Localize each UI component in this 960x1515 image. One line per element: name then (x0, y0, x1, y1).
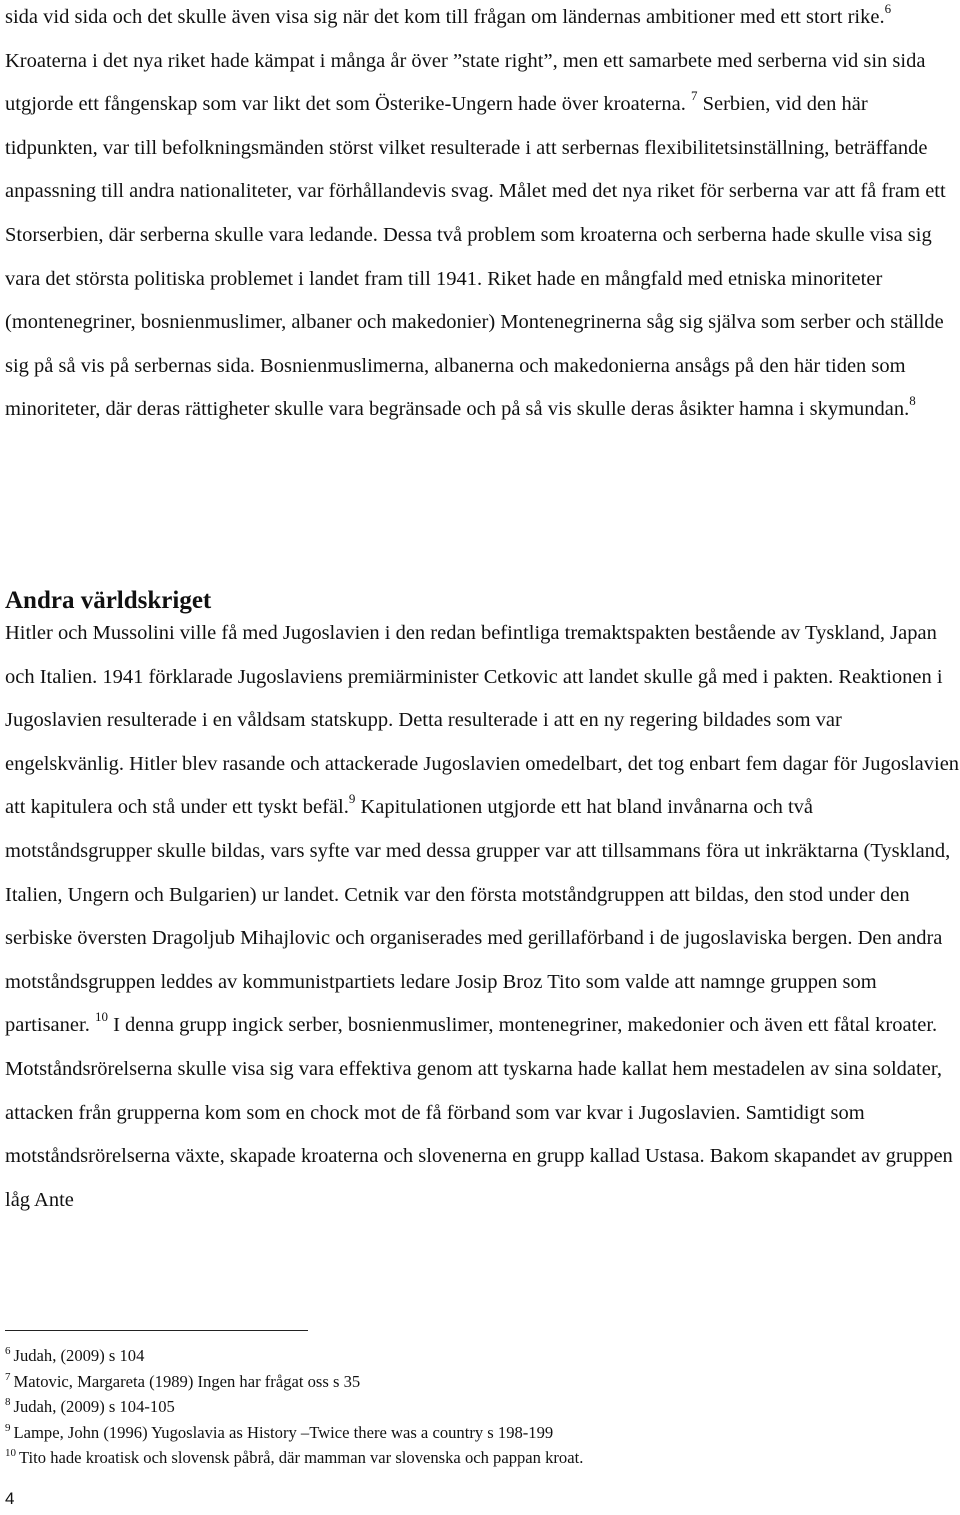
body-paragraph-2 (5, 612, 960, 1222)
footnote-number: 9 (5, 1421, 11, 1434)
footnote-separator (5, 1330, 308, 1331)
paragraph-text-run: Kroaterna i det nya riket hade kämpat i många år över ”state right”, men ett samarbete med serberna vid sin sida utgjorde ett fångenskap som var likt det som Österike-Ungern hade över kroaterna. (5, 49, 926, 116)
footnote-text: Tito hade kroatisk och slovensk påbrå, där mamman var slovenska och pappan kroat. (19, 1448, 584, 1467)
footnote-number: 6 (5, 1345, 11, 1357)
footnote-text: Judah, (2009) s 104 (13, 1346, 145, 1365)
footnote-reference: 9 (348, 791, 356, 807)
page-number: 4 (5, 1489, 15, 1508)
body-paragraph-1 (5, 0, 960, 432)
footnote-text: Matovic, Margareta (1989) Ingen har frågat oss s 35 (13, 1371, 361, 1391)
paragraph-text-run: Serbien, vid den här tidpunkten, var till befolkningsmänden störst vilket resulterade i att serbernas flexibilitetsinställning, beträffande anpassning till andra nationaliteter, var förhållandevis svag. Målet med det nya riket för serberna var att få fram ett Storserbien, där serberna skulle vara ledande. Dessa två problem som kroaterna och serberna hade skulle visa sig vara det största politiska problemet i landet fram till 1941. Riket hade en mångfald med etniska minoriteter (montenegriner, bosnienmuslimer, albaner och makedonier) Montenegrinerna såg sig själva som serber och ställde sig på så vis på serbernas sida. Bosnienmuslimerna, albanerna och makedonierna ansågs på den här tiden som minoriteter, där deras rättigheter skulle vara begränsade och på så vis skulle deras åsikter hamna i skymundan. (5, 93, 946, 421)
footnotes (5, 1343, 945, 1471)
footnote-number: 10 (5, 1447, 16, 1459)
paragraph-text-run: sida vid sida och det skulle även visa sig när det kom till frågan om ländernas ambitioner med ett stort rike. (5, 6, 885, 28)
footnote-entry (5, 1369, 945, 1395)
footnote-reference: 10 (94, 1009, 108, 1025)
paragraph-text-run: Hitler och Mussolini ville få med Jugoslavien i den redan befintliga tremaktspakten bestående av Tyskland, Japan och Italien. 1941 förklarade Jugoslaviens premiärminister Cetkovic att landet skulle gå med i pakten. Reaktionen i Jugoslavien resulterade i en våldsam statskupp. Detta resulterade i att en ny regering bildades som var engelskvänlig. Hitler blev rasande och attackerade Jugoslavien omedelbart, det tog enbart fem dagar för Jugoslavien att kapitulera och stå under ett tyskt befäl. (5, 622, 960, 819)
paragraph-text-run: Kapitulationen utgjorde ett hat bland invånarna och två motståndsgrupper skulle bildas, vars syfte var med dessa grupper var att tillsammans föra ut inkräktarna (Tyskland, Italien, Ungern och Bulgarien) ur landet. Cetnik var den första motståndgruppen att bildas, den stod under den serbiske översten Dragoljub Mihajlovic och organiserades med gerillaförband i de jugoslaviska bergen. Den andra motståndsgruppen leddes av kommunistpartiets ledare Josip Broz Tito som valde att namnge gruppen som partisaner. (5, 796, 951, 1037)
footnote-reference: 7 (690, 88, 698, 104)
footnote-number: 8 (5, 1396, 11, 1408)
footnote-reference: 6 (884, 1, 892, 16)
footnote-text: Judah, (2009) s 104-105 (13, 1397, 175, 1416)
footnote-number: 7 (5, 1370, 11, 1383)
footnote-entry (5, 1394, 945, 1420)
section-heading: Andra världskriget (5, 587, 212, 614)
footnote-reference: 8 (909, 393, 916, 409)
footnote-text: Lampe, John (1996) Yugoslavia as History –Twice there was a country s 198-199 (13, 1422, 554, 1442)
footnote-entry (5, 1420, 945, 1446)
footnote-entry (5, 1445, 945, 1471)
paragraph-text-run: I denna grupp ingick serber, bosnienmuslimer, montenegriner, makedonier och även ett fåtal kroater. Motståndsrörelserna skulle visa sig vara effektiva genom att tyskarna hade kallat hem mestadelen av sina soldater, attacken från grupperna kom som en chock mot de få förband som var kvar i Jugoslavien. Samtidigt som motståndsrörelserna växte, skapade kroaterna och slovenerna en grupp kallad Ustasa. Bakom skapandet av gruppen låg Ante (5, 1014, 953, 1211)
footnote-entry (5, 1343, 945, 1369)
